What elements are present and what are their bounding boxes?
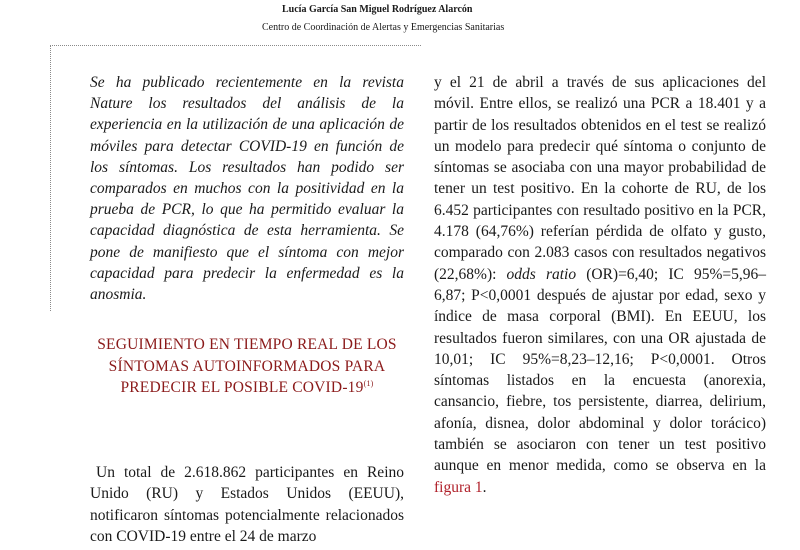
section-heading-text: SEGUIMIENTO EN TIEMPO REAL DE LOS SÍNTOMAS AUTOINFORMADOS PARA PREDECIR EL POSIBLE COVID-19 bbox=[97, 336, 397, 396]
body-text-italic: odds ratio bbox=[506, 265, 577, 283]
page-header bbox=[0, 0, 800, 42]
author-affiliation: Centro de Coordinación de Alertas y Emergencias Sanitarias bbox=[262, 22, 505, 33]
body-paragraph-col1: Un total de 2.618.862 participantes en Reino Unido (RU) y Estados Unidos (EEUU), notificaron síntomas potencialmente relacionados con COVID-19 entre el 24 de marzo bbox=[90, 464, 404, 546]
figure-link[interactable]: figura 1 bbox=[434, 478, 483, 496]
section-heading bbox=[92, 334, 402, 399]
body-text-part2: (OR)=6,40; IC 95%=5,96–6,87; P<0,0001 después de ajustar por edad, sexo y índice de masa corporal (BMI). En EEUU, los resultados fueron similares, con una OR ajustada de 10,01; IC 95%=8,23–12,16; P<0,0001. Otros síntomas listados en la encuesta (anorexia, cansancio, fiebre, tos persistente, diarrea, delirium, afonía, disnea, dolor abdominal y dolor torácico) también se asociaron con tener un test positivo aunque en menor medida, como se observa en la bbox=[434, 265, 766, 475]
abstract-text: Se ha publicado recientemente en la revista Nature los resultados del análisis de la experiencia en la utilización de una aplicación de móviles para detectar COVID-19 en función de los síntomas. Los resultados han podido ser comparados en muchos con la positividad en la prueba de PCR, lo que ha permitido evaluar la capacidad diagnóstica de esta herramienta. Se pone de manifiesto que el síntoma con mejor capacidad para predecir la enfermedad es la anosmia. bbox=[90, 74, 404, 304]
author-names: Lucía García San Miguel Rodríguez Alarcón bbox=[282, 4, 473, 15]
reference-marker[interactable]: (1) bbox=[363, 378, 374, 388]
body-text-end: . bbox=[482, 478, 487, 496]
body-paragraph-col2 bbox=[434, 72, 766, 498]
body-text-part1: y el 21 de abril a través de sus aplicaciones del móvil. Entre ellos, se realizó una PCR a 18.401 y a partir de los resultados obtenidos en el test se realizó un modelo para predecir qué síntoma o conjunto de síntomas se asociaba con una mayor probabilidad de tener un test positivo. En la cohorte de RU, de los 6.452 participantes con resultado positivo en la PCR, 4.178 (64,76%) referían pérdida de olfato y gusto, comparado con 2.083 casos con resultados negativos (22,68%): bbox=[434, 74, 766, 283]
